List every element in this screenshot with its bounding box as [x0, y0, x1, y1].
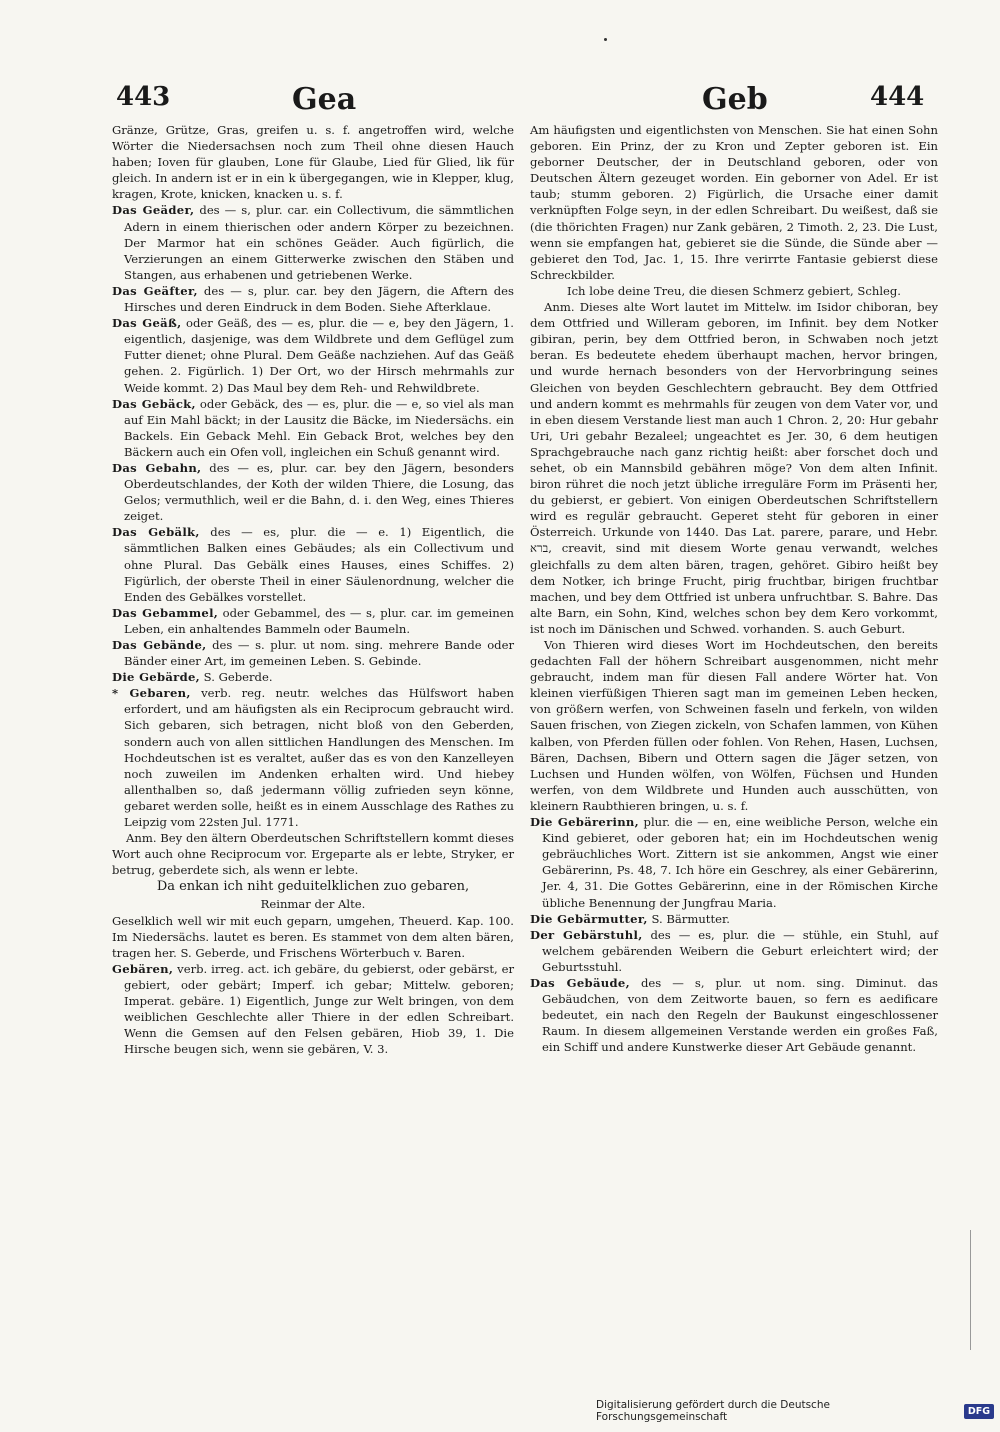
- quoted-verse: Da enkan ich niht geduitelklichen zuo gebaren,: [156, 879, 470, 895]
- entry-headword: Das Gebälk,: [112, 525, 200, 540]
- entry-definition: S. Bärmutter.: [647, 911, 730, 926]
- entry-definition: verb. reg. neutr. welches das Hülfswort haben erfordert, und am häufigsten als ein Reciprocum gebraucht wird. Sich gebaren, sich betragen, nicht bloß von den Geberden, sondern auch von allen sittlichen Handlungen des Menschen. Im Hochdeutschen ist es veraltet, außer das es von den Kanzelleyen noch zuweilen im Andenken erhalten wird. Und hiebey allenthalben so, daß jedermann völlig zufrieden seyn könne, gebaret werden solle, heißt es in einem Ausschlage des Rathes zu Leipzig vom 22sten Jul. 1771.: [124, 686, 514, 830]
- dictionary-entry: [112, 961, 514, 1058]
- continued-text: Gränze, Grütze, Gras, greifen u. s. f. angetroffen wird, welche Wörter die Niedersachsen noch zum Theil ohne diesen Hauch haben; Ioven für glauben, Lone für Glaube, Lied für Glied, lik für gleich. In andern ist er in ein k übergegangen, wie in Klepper, klug, kragen, Krote, knicken, knacken u. s. f.: [112, 123, 514, 202]
- entry-definition: verb. irreg. act. ich gebäre, du gebierst, oder gebärst, er gebiert, oder gebärt; Imperf. ich gebar; Mittelw. geboren; Imperat. gebäre. 1) Eigentlich, Junge zur Welt bringen, von dem weiblichen Geschlechte aller Thiere in der edlen Schreibart. Wenn die Gemsen auf den Felsen gebären, Hiob 39, 1. Die Hirsche beugen sich, wenn sie gebären, V. 3.: [124, 961, 514, 1057]
- entry-headword: * Gebaren,: [112, 686, 191, 701]
- verse-source: Reinmar der Alte.: [260, 897, 366, 912]
- entry-headword: Die Gebärmutter,: [530, 911, 648, 926]
- entry-definition: oder Geäß, des — es, plur. die — e, bey den Jägern, 1. eigentlich, dasjenige, was dem Wildbrete und dem Geflügel zum Futter dienet; ohne Plural. Dem Geäße nachziehen. Auf das Geäß gehen. 2. Figürlich. 1) Der Ort, wo der Hirsch mehrmahls zur Weide kommt. 2) Das Maul bey dem Reh- und Rehwildbrete.: [124, 316, 514, 395]
- dictionary-entry: [112, 524, 514, 604]
- entry-headword: Der Gebärstuhl,: [530, 927, 643, 942]
- entry-definition: des — es, plur. car. bey den Jägern, besonders Oberdeutschlandes, der Koth der wilden Thiere, die Losung, das Gelos; vermuthlich, weil er die Bahn, d. i. den Weg, eines Thieres zeiget.: [124, 460, 514, 524]
- entry-headword: Das Gebäck,: [112, 396, 196, 411]
- left-column: [112, 122, 514, 1057]
- dfg-logo: DFG: [964, 1404, 994, 1419]
- right-running-head: Geb: [702, 82, 768, 117]
- annotation-paragraph: Von Thieren wird dieses Wort im Hochdeutschen, den bereits gedachten Fall der höhern Schreibart ausgenommen, nicht mehr gebraucht, indem man für diesen Fall andere Wörter hat. Von kleinen vierfüßigen Thieren sagt man im gemeinen Leben hecken, von größern werfen, von Schweinen faseln und ferkeln, von wilden Sauen frischen, von Ziegen zickeln, von Schafen lammen, von Kühen kalben, von Pferden füllen oder fohlen. Von Rehen, Hasen, Luchsen, Bären, Dachsen, Bibern und Ottern sagen die Jäger setzen, von Luchsen und Hunden wölfen, von Wölfen, Füchsen und Hunden werfen, von dem Wildbrete und Hunden auch ausschütten, von kleinern Raubthieren bringen, u. s. f.: [530, 638, 938, 813]
- footer-text: Digitalisierung gefördert durch die Deutsche Forschungsgemeinschaft: [596, 1399, 830, 1423]
- dictionary-entry: [112, 605, 514, 637]
- dictionary-entry: [112, 685, 514, 830]
- entry-definition: oder Gebammel, des — s, plur. car. im gemeinen Leben, ein anhaltendes Bammeln oder Baumeln.: [124, 605, 515, 636]
- left-running-head: Gea: [292, 82, 357, 117]
- entry-headword: Gebären,: [112, 961, 174, 976]
- digitization-footer: [596, 1400, 1000, 1422]
- continued-text: Geselklich well wir mit euch geparn, umgehen, Theuerd. Kap. 100. Im Niedersächs. lautet es beren. Es stammet von dem alten bären, tragen her. S. Geberde, und Frischens Wörterbuch v. Baren.: [112, 913, 514, 960]
- entry-definition: des — s, plur. ut nom. sing. Diminut. das Gebäudchen, von dem Zeitworte bauen, so fern es aedificare bedeutet, ein nach den Regeln der Baukunst eingeschlossener Raum. In diesem allgemeinen Verstande werden ein großes Faß, ein Schiff und andere Kunstwerke dieser Art Gebäude genannt.: [542, 975, 939, 1055]
- entry-headword: Die Gebärerinn,: [530, 815, 639, 830]
- entry-definition: des — s, plur. car. ein Collectivum, die sämmtlichen Adern in einem thierischen oder andern Körper zu bezeichnen. Der Marmor hat ein schönes Geäder. Auch figürlich, die Verzierungen an einem Gitterwerke zwischen den Stäben und Stangen, aus erhabenen und getriebenen Werke.: [124, 203, 514, 282]
- entry-definition: des — es, plur. die — e. 1) Eigentlich, die sämmtlichen Balken eines Gebäudes; als ein Collectivum und ohne Plural. Das Gebälk eines Hauses, eines Schiffes. 2) Figürlich, der oberste Theil in einer Säulenordnung, welcher die Enden des Gebälkes vorstellet.: [124, 525, 514, 604]
- dictionary-entry: [112, 637, 514, 669]
- dictionary-entry: [112, 396, 514, 460]
- entry-headword: Das Geäfter,: [112, 283, 198, 298]
- entry-headword: Das Gebände,: [112, 638, 207, 652]
- right-page-number: 444: [870, 82, 925, 112]
- dictionary-entry: [530, 975, 938, 1055]
- entry-headword: Das Gebammel,: [112, 605, 219, 620]
- entry-definition: plur. die — en, eine weibliche Person, welche ein Kind gebieret, oder geboren hat; ein im Hochdeutschen wenig gebräuchliches Wort. Zittern ist sie ankommen, Angst wie einer Gebärerinn, Ps. 48, 7. Ich höre ein Geschrey, als einer Gebärerinn, Jer. 4, 31. Die Gottes Gebärerinn, eine in der Römischen Kirche übliche Benennung der Jungfrau Maria.: [542, 815, 938, 910]
- scan-edge-line: [970, 1230, 971, 1350]
- entry-headword: Die Gebärde,: [112, 670, 200, 685]
- dictionary-entry: [112, 315, 514, 395]
- dictionary-entry: [112, 460, 514, 524]
- annotation-paragraph: Anm. Dieses alte Wort lautet im Mittelw. im Isidor chiboran, bey dem Ottfried und Willeram geboren, im Infinit. bey dem Notker gibiran, perin, bey dem Ottfried beron, in Schwaben noch jetzt beran. Es bedeutete ehedem überhaupt machen, hervor bringen, und wurde hernach besonders von der Hervorbringung seines Gleichen von beyden Geschlechtern gebraucht. Bey dem Ottfried und andern kommt es mehrmahls für zeugen von dem Vater vor, und in eben diesem Verstande liest man auch 1 Chron. 2, 20: Hur gebahr Uri, Uri gebahr Bezaleel; ungeachtet es Jer. 30, 6 dem heutigen Sprachgebrauche nach ganz richtig heißt: aber forschet doch und sehet, ob ein Mannsbild gebähren möge? Von dem alten Infinit. biron rühret die noch jetzt übliche irreguläre Form im Präsenti her, du gebierst, er gebiert. Von einigen Oberdeutschen Schriftstellern wird es regulär gebraucht. Geperet steht für geboren in einer Österreich. Urkunde von 1440. Das Lat. parere, parare, und Hebr. ברא, creavit, sind mit diesem Worte genau verwandt, welches gleichfalls zu dem alten bären, tragen, gehöret. Gibiro heißt bey dem Notker, ich bringe Frucht, pirig fruchtbar, birigen fruchtbar machen, und bey dem Ottfried ist unbera unfruchtbar. S. Bahre. Das alte Barn, ein Sohn, Kind, welches schon bey dem Kero vorkommt, ist noch im Dänischen und Schwed. vorhanden. S. auch Geburt.: [530, 300, 938, 636]
- dictionary-entry: [112, 283, 514, 315]
- entry-headword: Das Gebäude,: [530, 975, 630, 990]
- continued-text: Am häufigsten und eigentlichsten von Menschen. Sie hat einen Sohn geboren. Ein Prinz, der zu Kron und Zepter geboren ist. Ein geborner Deutscher, der in Deutschland geboren, oder von Deutschen Ältern gezeuget worden. Ein geborner von Adel. Er ist taub; stumm geboren. 2) Figürlich, die Ursache einer damit verknüpften Folge seyn, in der edlen Schreibart. Du weißest, daß sie (die thörichten Fragen) nur Zank gebären, 2 Timoth. 2, 23. Die Lust, wenn sie empfangen hat, gebieret sie die Sünde, die Sünde aber — gebieret den Tod, Jac. 1, 15. Ihre verirrte Fantasie gebierst diese Schreckbilder.: [530, 123, 938, 282]
- dictionary-entry: [112, 669, 514, 685]
- entry-headword: Das Geäder,: [112, 203, 195, 218]
- entry-definition: des — es, plur. die — stühle, ein Stuhl, auf welchem gebärenden Weibern die Geburt erleichtert wird; der Geburtsstuhl.: [542, 927, 939, 974]
- entry-headword: Das Gebahn,: [112, 460, 202, 475]
- annotation-paragraph: Anm. Bey den ältern Oberdeutschen Schriftstellern kommt dieses Wort auch ohne Reciprocum vor. Ergeparte als er lebte, Stryker, er betrug, geberdete sich, als wenn er lebte.: [112, 831, 514, 878]
- dictionary-entry: [530, 927, 938, 975]
- scan-speck: [604, 38, 607, 41]
- left-page-number: 443: [116, 82, 171, 112]
- entry-headword: Das Geäß,: [112, 316, 182, 331]
- verse-source: Ich lobe deine Treu, die diesen Schmerz gebiert, Schleg.: [566, 283, 901, 298]
- right-column: [530, 122, 938, 1055]
- entry-definition: des — s. plur. ut nom. sing. mehrere Bande oder Bänder einer Art, im gemeinen Leben. S. Gebinde.: [124, 638, 514, 669]
- dictionary-entry: [112, 202, 514, 282]
- entry-definition: des — s, plur. car. bey den Jägern, die Aftern des Hirsches und deren Eindruck in dem Boden. Siehe Afterklaue.: [124, 283, 514, 315]
- entry-definition: oder Gebäck, des — es, plur. die — e, so viel als man auf Ein Mahl bäckt; in der Lausitz die Bäcke, im Niedersächs. ein Backels. Ein Geback Mehl. Ein Geback Brot, welches bey den Bäckern auch ein Ofen voll, ingleichen ein Schuß genannt wird.: [124, 396, 514, 459]
- dictionary-entry: [530, 911, 938, 927]
- dictionary-entry: [530, 814, 938, 911]
- entry-definition: S. Geberde.: [200, 670, 273, 685]
